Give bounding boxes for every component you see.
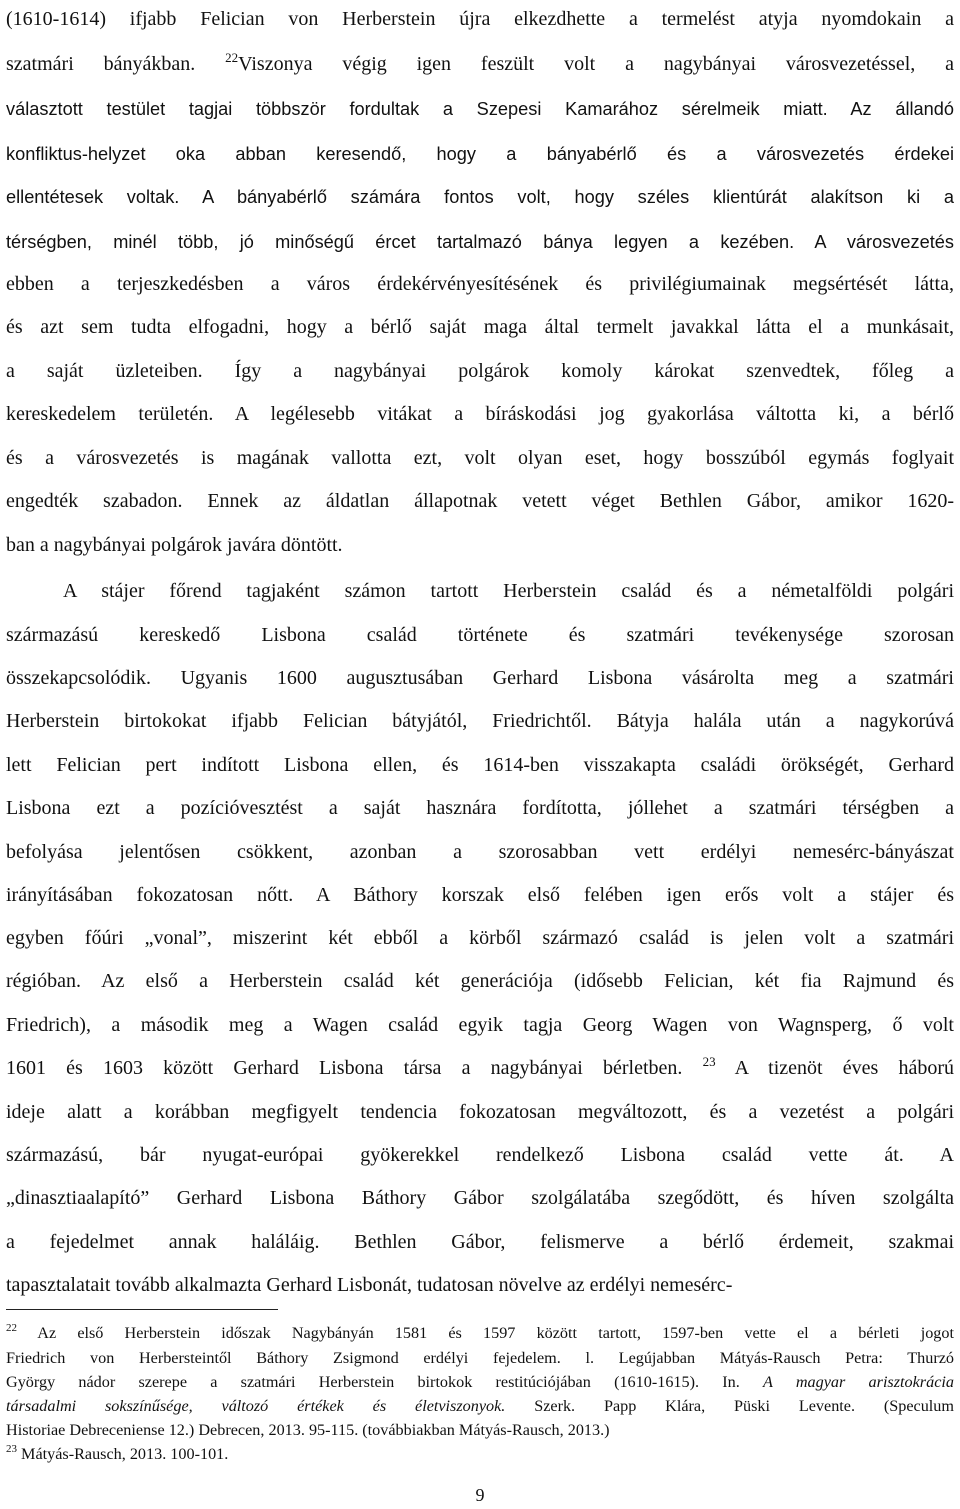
text-line	[6, 620, 954, 650]
text-line	[6, 793, 954, 823]
footnote-line	[6, 1371, 954, 1393]
text-line	[6, 576, 954, 606]
text-line	[6, 1183, 954, 1213]
text-run: ellentétesek voltak. A bányabérlő számára fontos volt, hogy széles klientúrát alakítson ki a	[6, 187, 954, 207]
text-line	[6, 1053, 954, 1083]
text-run: ban a nagybányai polgárok javára döntött.	[6, 534, 343, 556]
text-run: Az első Herberstein időszak Nagybányán 1581 és 1597 között tartott, 1597-ben vette el a bérleti jogot	[17, 1324, 954, 1342]
footnote-line	[6, 1443, 954, 1465]
text-line	[6, 269, 954, 299]
text-line	[6, 1140, 954, 1170]
footnote-ref: 23	[6, 1443, 17, 1455]
text-line	[6, 1270, 954, 1300]
text-run: Friedrich), a második meg a Wagen család egyik tagja Georg Wagen von Wagnsperg, ő volt	[6, 1014, 954, 1036]
text-line	[6, 443, 954, 473]
footnote-ref: 22	[225, 50, 239, 65]
text-run: Mátyás-Rausch, 2013. 100-101.	[17, 1445, 229, 1463]
text-run: Friedrich von Herbersteintől Báthory Zsigmond erdélyi fejedelem. l. Legújabban Mátyás-Rausch Petra: Thurzó	[6, 1349, 954, 1367]
text-run: „dinasztiaalapító” Gerhard Lisbona Báthory Gábor szolgálatába szegődött, és híven szolgálta	[6, 1187, 954, 1209]
text-line	[6, 1227, 954, 1257]
text-line	[6, 880, 954, 910]
text-run: Lisbona ezt a pozícióvesztést a saját hasznára fordította, jóllehet a szatmári térségben a	[6, 797, 954, 819]
text-run: Herberstein birtokokat ifjabb Felician bátyjától, Friedrichtől. Bátyja halála után a nagykorúvá	[6, 710, 954, 732]
text-run: a fejedelmet annak haláláig. Bethlen Gábor, felismerve a bérlő érdemeit, szakmai	[6, 1231, 954, 1253]
text-line	[6, 94, 954, 124]
text-run: Historiae Debreceniense 12.) Debrecen, 2013. 95-115. (továbbiakban Mátyás-Rausch, 2013.)	[6, 1421, 610, 1439]
text-line	[6, 182, 954, 212]
text-run: ebben a terjeszkedésben a város érdekérvényesítésének és privilégiumainak megsértését látta,	[6, 273, 954, 295]
text-run: Viszonya végig igen feszült volt a nagybányai városvezetéssel, a	[238, 53, 954, 75]
text-run: (1610-1614) ifjabb Felician von Herberstein újra elkezdhette a termelést atyja nyomdokain a	[6, 8, 954, 30]
text-run: térségben, minél több, jó minőségű ércet tartalmazó bánya legyen a kezében. A városvezetés	[6, 232, 954, 252]
text-run: A tizenöt éves háború	[715, 1057, 955, 1079]
text-run: irányításában fokozatosan nőtt. A Báthory korszak első felében igen erős volt a stájer és	[6, 884, 954, 906]
text-line	[6, 530, 954, 560]
text-run: befolyása jelentősen csökkent, azonban a szorosabban vett erdélyi nemesérc-bányászat	[6, 841, 954, 863]
text-line	[6, 139, 954, 169]
text-line	[6, 923, 954, 953]
text-line	[6, 486, 954, 516]
page-number: 9	[475, 1485, 485, 1505]
text-line	[6, 227, 954, 257]
text-run: származású, bár nyugat-európai gyökerekkel rendelkező Lisbona család vette át. A	[6, 1144, 954, 1166]
text-run: választott testület tagjai többször fordultak a Szepesi Kamarához sérelmeik miatt. Az állandó	[6, 99, 954, 119]
text-line	[6, 750, 954, 780]
text-run: kereskedelem területén. A legélesebb vitákat a bíráskodási jog gyakorlása váltotta ki, a bérlő	[6, 403, 954, 425]
footnote-line	[6, 1395, 954, 1417]
text-run: és azt sem tudta elfogadni, hogy a bérlő saját maga által termelt javakkal látta el a munkásait,	[6, 316, 954, 338]
text-line	[6, 312, 954, 342]
footnote-ref: 23	[702, 1054, 716, 1069]
footnote-line	[6, 1419, 954, 1441]
text-line	[6, 1097, 954, 1127]
text-line	[6, 4, 954, 34]
text-run: ideje alatt a korábban megfigyelt tendencia fokozatosan megváltozott, és a vezetést a polgári	[6, 1101, 954, 1123]
italic-title: társadalmi sokszínűsége, változó értékek és életviszonyok.	[6, 1397, 506, 1415]
footnote-line	[6, 1347, 954, 1369]
text-line	[6, 399, 954, 429]
footnote-separator	[6, 1309, 278, 1310]
text-run: 1601 és 1603 között Gerhard Lisbona társa a nagybányai bérletben.	[6, 1057, 703, 1079]
text-run: származású kereskedő Lisbona család története és szatmári tevékenysége szorosan	[6, 624, 954, 646]
text-line	[6, 966, 954, 996]
text-run: engedték szabadon. Ennek az áldatlan állapotnak vetett véget Bethlen Gábor, amikor 1620-	[6, 490, 954, 512]
italic-title: A magyar arisztokrácia	[763, 1373, 954, 1391]
text-run: és a városvezetés is magának vallotta ezt, volt olyan eset, hogy bosszúból egymás foglyait	[6, 447, 954, 469]
text-run: tapasztalatait tovább alkalmazta Gerhard Lisbonát, tudatosan növelve az erdélyi nemesérc-	[6, 1274, 733, 1296]
text-run: összekapcsolódik. Ugyanis 1600 augusztusában Gerhard Lisbona vásárolta meg a szatmári	[6, 667, 954, 689]
text-run: egyben főúri „vonal”, miszerint két ebből a körből származó család is jelen volt a szatmári	[6, 927, 954, 949]
text-line	[6, 356, 954, 386]
text-run: konfliktus-helyzet oka abban keresendő, hogy a bányabérlő és a városvezetés érdekei	[6, 144, 954, 164]
text-line	[6, 49, 954, 79]
text-run: szatmári bányákban.	[6, 53, 226, 75]
footnote-line	[6, 1322, 954, 1344]
text-run: György nádor szerepe a szatmári Herberstein birtokok restitúciójában (1610-1615). In.	[6, 1373, 764, 1391]
text-run: lett Felician pert indított Lisbona ellen, és 1614-ben visszakapta családi örökségét, Gerhard	[6, 754, 954, 776]
footnote-ref: 22	[6, 1322, 17, 1334]
text-run: A stájer főrend tagjaként számon tartott Herberstein család és a németalföldi polgári	[63, 580, 954, 602]
text-run: Szerk. Papp Klára, Püski Levente. (Speculum	[505, 1397, 954, 1415]
text-line	[6, 1010, 954, 1040]
text-line	[6, 837, 954, 867]
text-line	[6, 706, 954, 736]
text-line	[6, 663, 954, 693]
text-run: régióban. Az első a Herberstein család két generációja (idősebb Felician, két fia Rajmund és	[6, 970, 954, 992]
text-run: a saját üzleteiben. Így a nagybányai polgárok komoly károkat szenvedtek, főleg a	[6, 360, 954, 382]
